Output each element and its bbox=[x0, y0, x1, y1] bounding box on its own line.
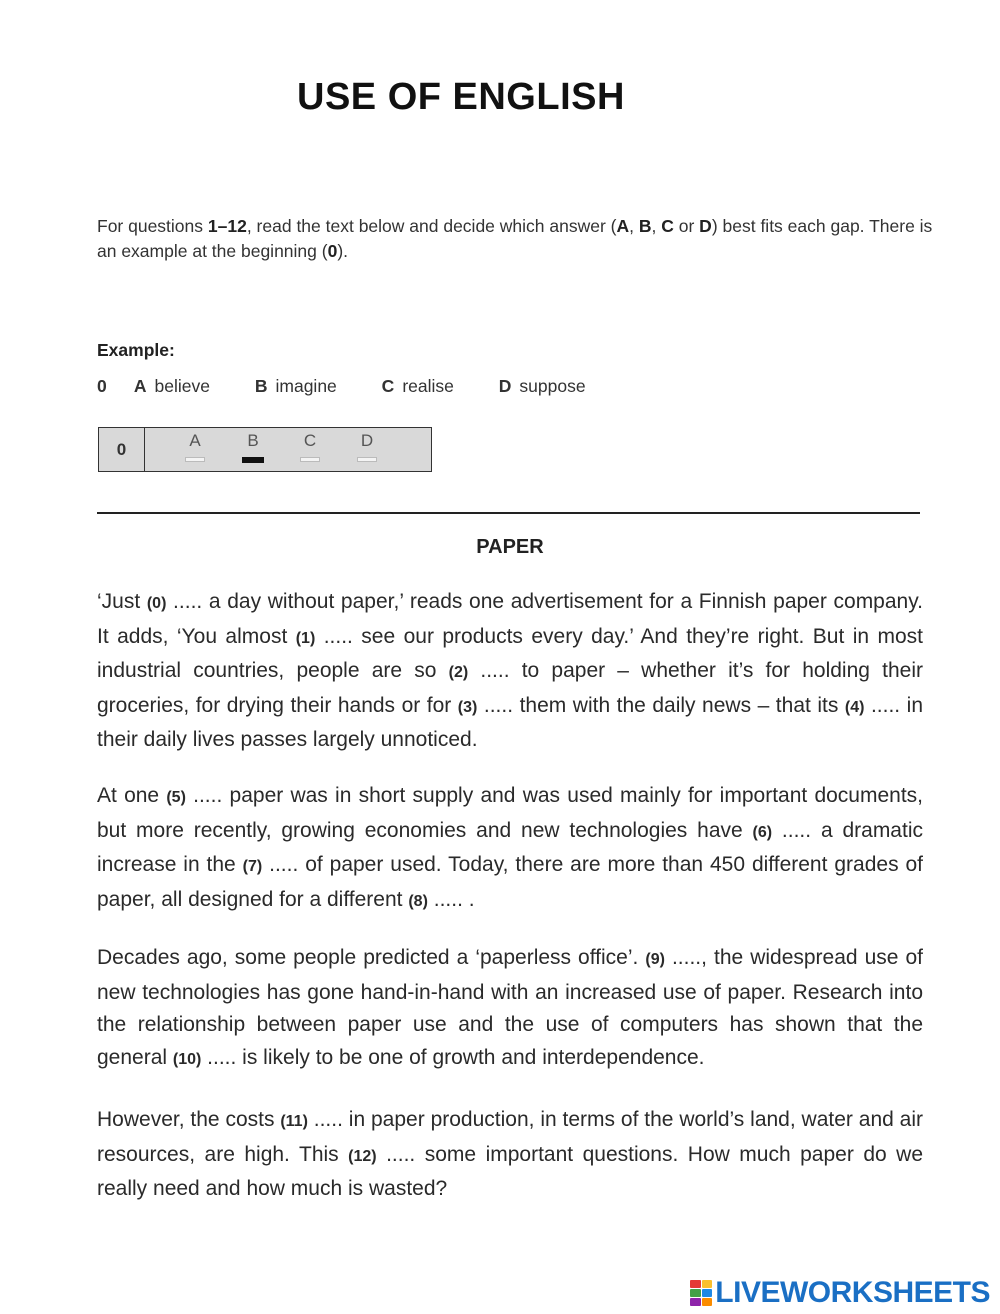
example-options bbox=[97, 376, 626, 397]
passage-text: ..... see our products every day.’ And they’re right. But in most industrial countries, people are so bbox=[97, 624, 924, 682]
example-number: 0 bbox=[97, 376, 107, 396]
example-number: 0 bbox=[327, 241, 338, 261]
gap-number: (11) bbox=[280, 1113, 308, 1130]
divider bbox=[97, 512, 920, 514]
passage-text: ‘Just bbox=[97, 590, 147, 613]
option-letter: D bbox=[699, 216, 712, 236]
passage-text: ..... to paper – whether it’s for holding their groceries, for drying their hands or for bbox=[97, 659, 923, 717]
page-title: USE OF ENGLISH bbox=[297, 76, 625, 118]
option-letter: B bbox=[638, 216, 652, 236]
instructions-text: , read the text below and decide which answer ( bbox=[246, 216, 617, 236]
answer-mark bbox=[357, 457, 377, 462]
example-label: Example: bbox=[97, 340, 175, 360]
logo-tile bbox=[690, 1298, 701, 1306]
instructions-text: ) best fits each gap. There is an example at the beginning ( bbox=[97, 216, 933, 261]
passage-text: ..... of paper used. Today, there are more than 450 different grades of paper, all designed for a different bbox=[97, 853, 923, 911]
passage-text: ..... is likely to be one of growth and interdependence. bbox=[201, 1045, 705, 1069]
paragraph-3 bbox=[97, 942, 923, 1076]
logo-tile bbox=[702, 1280, 713, 1288]
answer-choices bbox=[145, 428, 431, 471]
passage-text: ....., the widespread use of new technologies has gone hand-in-hand with an increased use of paper. Research into the relationship between paper use and the use of computers has shown that the general bbox=[97, 946, 923, 1069]
gap-number: (9) bbox=[645, 951, 665, 968]
brand-name: LIVEWORKSHEETS bbox=[715, 1276, 990, 1309]
example-option-b: B imagine bbox=[254, 376, 337, 396]
liveworksheets-logo-icon bbox=[690, 1280, 712, 1306]
gap-number: (5) bbox=[166, 789, 186, 806]
passage-text: ..... a day without paper,’ reads one advertisement for a Finnish paper company. It adds, ‘You almost bbox=[97, 590, 923, 648]
example-option-c: C realise bbox=[381, 376, 454, 396]
question-range: 1–12 bbox=[207, 216, 247, 236]
passage-text: ..... . bbox=[427, 887, 475, 911]
gap-number: (0) bbox=[146, 595, 167, 612]
instructions-text: For questions bbox=[97, 216, 208, 236]
logo-tile bbox=[702, 1298, 713, 1306]
gap-number: (3) bbox=[457, 698, 478, 716]
gap-number: (6) bbox=[752, 823, 773, 841]
passage-text: Decades ago, some people predicted a ‘paperless office’. bbox=[97, 946, 646, 969]
gap-number: (4) bbox=[844, 698, 865, 716]
answer-mark bbox=[242, 457, 264, 463]
passage-text: ..... in paper production, in terms of the world’s land, water and air resources, are high. This bbox=[97, 1108, 923, 1166]
answer-choice-a[interactable]: A bbox=[183, 431, 207, 462]
passage-text: At one bbox=[97, 784, 167, 807]
paragraph-4 bbox=[97, 1104, 923, 1206]
gap-number: (2) bbox=[448, 664, 469, 681]
passage-text: ..... a dramatic increase in the bbox=[97, 818, 923, 876]
answer-choice-b[interactable]: B bbox=[241, 431, 265, 463]
gap-number: (7) bbox=[242, 858, 263, 875]
example-answer-box bbox=[98, 427, 432, 472]
passage-text: ..... some important questions. How much paper do we really need and how much is wasted? bbox=[97, 1142, 924, 1200]
answer-choice-d[interactable]: D bbox=[355, 431, 379, 462]
option-letter: A bbox=[616, 216, 630, 236]
gap-number: (8) bbox=[408, 892, 428, 910]
passage-text: ..... in their daily lives passes largely unnoticed. bbox=[97, 693, 923, 751]
passage-text: However, the costs bbox=[97, 1108, 281, 1131]
logo-tile bbox=[690, 1289, 701, 1297]
paragraph-2 bbox=[97, 780, 923, 918]
passage-text: ..... paper was in short supply and was used mainly for important documents, but more recently, growing economies and new technologies have bbox=[97, 784, 923, 842]
logo-tile bbox=[690, 1280, 701, 1288]
gap-number: (12) bbox=[348, 1147, 377, 1165]
logo-tile bbox=[702, 1289, 713, 1297]
liveworksheets-brand[interactable] bbox=[690, 1276, 990, 1310]
instructions: For questions 1–12, read the text below and decide which answer (A, B, C or D) best fits each gap. There is an example at the beginning (0). bbox=[97, 216, 933, 261]
answer-choice-c[interactable]: C bbox=[298, 431, 322, 462]
example-option-a: A believe bbox=[133, 376, 210, 396]
answer-mark bbox=[300, 457, 320, 462]
passage-text: ..... them with the daily news – that its bbox=[477, 693, 845, 717]
example-option-d: D suppose bbox=[498, 376, 586, 396]
answer-box-number: 0 bbox=[99, 428, 145, 471]
answer-mark bbox=[185, 457, 205, 462]
gap-number: (10) bbox=[172, 1050, 202, 1068]
gap-number: (1) bbox=[295, 629, 316, 647]
paragraph-1 bbox=[97, 586, 923, 757]
option-letter: C bbox=[661, 216, 674, 236]
text-title: PAPER bbox=[476, 536, 544, 558]
